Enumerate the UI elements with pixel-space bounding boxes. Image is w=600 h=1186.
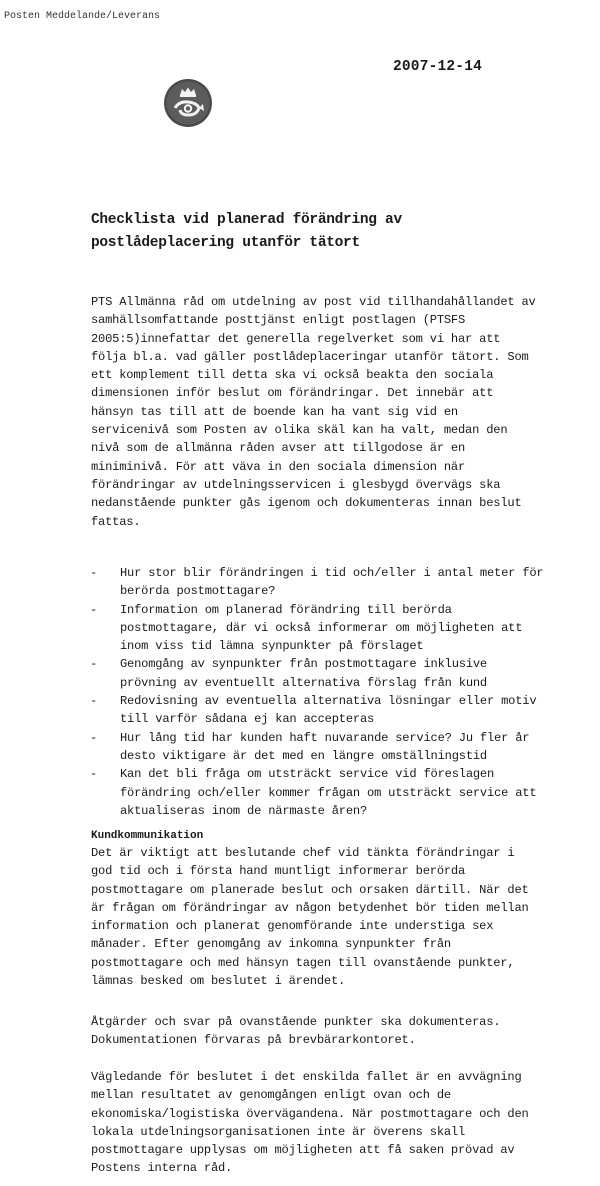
text-line: Hur stor blir förändringen i tid och/eller i antal meter för (120, 566, 544, 580)
checklist-item (90, 765, 595, 820)
text-line: Dokumentationen förvaras på brevbärarkontoret. (91, 1033, 416, 1048)
title-line: postlådeplacering utanför tätort (91, 235, 360, 251)
text-line: fattas. (91, 514, 141, 529)
text-line: postmottagare upplysas om möjligheten att få saken prövad av (91, 1143, 515, 1158)
text-line: postmottagare och med hänsyn tagen till ovanstående punkter, (91, 955, 515, 970)
text-line: inom viss tid lämna synpunkter på förslaget (120, 639, 424, 654)
text-line: Postens interna råd. (91, 1161, 233, 1176)
text-line: berörda postmottagare? (120, 584, 276, 599)
text-line: Redovisning av eventuella alternativa lösningar eller motiv (120, 694, 537, 709)
text-line: lokala utdelningsorganisationen inte är överens skall (91, 1124, 466, 1139)
text-line: aktualiseras inom de närmaste åren? (120, 803, 368, 818)
text-line: PTS Allmänna råd om utdelning av post vid tillhandahållandet av (91, 295, 536, 309)
communication-paragraph (91, 844, 596, 990)
guidance-paragraph (91, 1068, 596, 1178)
posten-logo-icon (163, 78, 213, 128)
text-line: Det är viktigt att beslutande chef vid tänkta förändringar i (91, 846, 515, 860)
bullet-dash: - (90, 657, 98, 672)
checklist-item (90, 729, 595, 766)
text-line: förändringar av utdelningsservicen i glesbygd övervägs ska (91, 477, 501, 492)
bullet-dash: - (90, 767, 98, 782)
text-line: information och planerat genomförande inte understiga sex (91, 919, 494, 934)
text-line: lämnas besked om beslutet i ärendet. (91, 974, 346, 989)
text-line: följa bl.a. vad gäller postlådeplaceringar utanför tätort. Som (91, 349, 529, 364)
bullet-dash: - (90, 694, 98, 709)
documentation-paragraph (91, 1013, 596, 1050)
text-line: prövning av eventuellt alternativa förslag från kund (120, 675, 487, 690)
text-line: samhällsomfattande posttjänst enligt postlagen (PTSFS (91, 313, 466, 328)
checklist (90, 564, 595, 820)
checklist-item (90, 655, 595, 692)
text-line: god tid och i första hand muntligt informerar berörda (91, 864, 466, 879)
text-line: dimensionen inför beslut om förändringar. Det innebär att (91, 386, 494, 401)
text-line: hänsyn tas till att de boende kan ha vant sig vid en (91, 404, 458, 419)
text-line: Åtgärder och svar på ovanstående punkter ska dokumenteras. (91, 1015, 501, 1029)
text-line: Information om planerad förändring till berörda (120, 602, 452, 617)
text-line: 2005:5)innefattar det generella regelverket som vi har att (91, 331, 501, 346)
section-heading: Kundkommunikation (91, 830, 204, 842)
document-date: 2007-12-14 (393, 59, 483, 75)
title-line: Checklista vid planerad förändring av (91, 212, 402, 228)
text-line: servicenivå som Posten av olika skäl kan ha valt, medan den (91, 423, 508, 438)
bullet-dash: - (90, 566, 98, 580)
text-line: förändring och/eller kommer frågan om utsträckt service att (120, 785, 537, 800)
text-line: postmottagare, där vi också informerar om möjligheten att (120, 620, 523, 635)
document-header-label: Posten Meddelande/Leverans (4, 11, 161, 22)
text-line: postmottagare om planerade beslut och orsaken därtill. När det (91, 882, 529, 897)
text-line: miniminivå. För att väva in den sociala dimension när (91, 459, 466, 474)
intro-paragraph (91, 293, 596, 531)
checklist-item (90, 564, 595, 601)
text-line: nedanstående punkter gås igenom och dokumenteras innan beslut (91, 496, 522, 511)
text-line: månader. Efter genomgång av inkomna synpunkter från (91, 937, 451, 952)
text-line: desto viktigare är det med en längre omställningstid (120, 748, 487, 763)
text-line: Hur lång tid har kunden haft nuvarande service? Ju fler år (120, 730, 530, 745)
text-line: till varför sådana ej kan accepteras (120, 712, 375, 727)
text-line: är frågan om förändringar av någon betydenhet bör tiden mellan (91, 900, 529, 915)
text-line: ekonomiska/logistiska övervägandena. När postmottagare och den (91, 1106, 529, 1121)
document-title (91, 209, 531, 255)
text-line: ett komplement till detta ska vi också beakta den sociala (91, 368, 494, 383)
bullet-dash: - (90, 730, 98, 745)
text-line: nivå som de allmänna råden avser att tillgodose är en (91, 441, 466, 456)
text-line: Vägledande för beslutet i det enskilda fallet är en avvägning (91, 1070, 522, 1084)
checklist-item (90, 601, 595, 656)
bullet-dash: - (90, 602, 98, 617)
text-line: Genomgång av synpunkter från postmottagare inklusive (120, 657, 487, 672)
text-line: mellan resultatet av genomgången enligt ovan och de (91, 1088, 451, 1103)
text-line: Kan det bli fråga om utsträckt service vid föreslagen (120, 767, 495, 782)
checklist-item (90, 692, 595, 729)
